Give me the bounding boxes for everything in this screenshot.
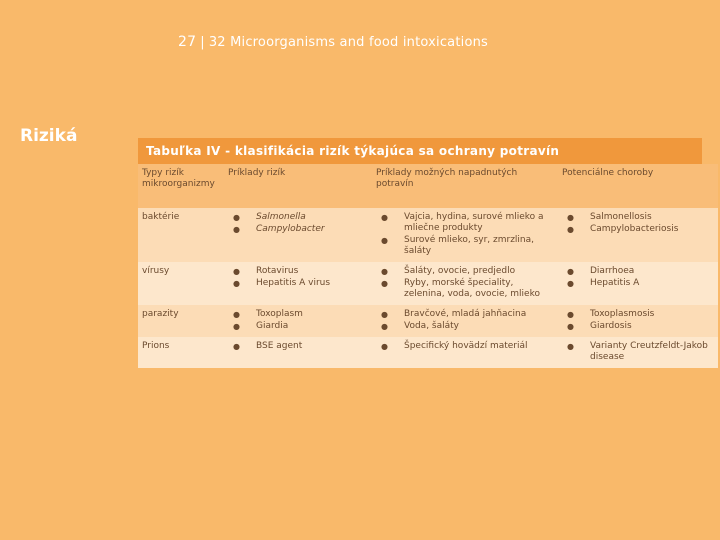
bullet-icon: ● bbox=[381, 342, 388, 351]
bullet-icon: ● bbox=[381, 236, 388, 245]
cell-foods bbox=[372, 262, 558, 305]
cell-examples bbox=[224, 262, 372, 305]
header-separator: | bbox=[200, 35, 205, 50]
table-row bbox=[138, 305, 718, 337]
header-cell-diseases: Potenciálne choroby bbox=[558, 164, 718, 208]
list-item: ● Hepatitis A bbox=[567, 278, 640, 288]
bullet-icon: ● bbox=[233, 322, 240, 331]
bullet-icon: ● bbox=[567, 322, 574, 331]
list-item: ● Ryby, morské špeciality, zelenina, voda, ovocie, mlieko bbox=[381, 278, 540, 299]
list-item: ● Toxoplasm bbox=[233, 309, 303, 319]
risk-table bbox=[138, 164, 718, 368]
cell-type: vírusy bbox=[138, 262, 224, 305]
bullet-icon: ● bbox=[233, 213, 240, 222]
list-item: ● Toxoplasmosis bbox=[567, 309, 655, 319]
bullet-icon: ● bbox=[233, 342, 240, 351]
cell-type: baktérie bbox=[138, 208, 224, 262]
bullet-icon: ● bbox=[233, 279, 240, 288]
cell-foods bbox=[372, 208, 558, 262]
list-item: ● Surové mlieko, syr, zmrzlina, šaláty bbox=[381, 235, 535, 256]
bullet-icon: ● bbox=[567, 279, 574, 288]
bullet-icon: ● bbox=[567, 267, 574, 276]
table-header-row bbox=[138, 164, 718, 208]
risk-table-container bbox=[138, 138, 708, 368]
header-title: 32 Microorganisms and food intoxications bbox=[208, 35, 489, 50]
table-row bbox=[138, 337, 718, 368]
table-row bbox=[138, 208, 718, 262]
header-cell-examples: Príklady rizík bbox=[224, 164, 372, 208]
table-title: Tabuľka IV - klasifikácia rizík týkajúca sa ochrany potravín bbox=[138, 138, 702, 164]
bullet-icon: ● bbox=[567, 213, 574, 222]
cell-examples bbox=[224, 337, 372, 368]
list-item: ● Salmonellosis bbox=[567, 212, 652, 222]
cell-type: Prions bbox=[138, 337, 224, 368]
bullet-icon: ● bbox=[567, 342, 574, 351]
list-item: ● BSE agent bbox=[233, 341, 303, 351]
bullet-icon: ● bbox=[381, 310, 388, 319]
list-item: ● Varianty Creutzfeldt-Jakob disease bbox=[567, 341, 708, 362]
cell-diseases bbox=[558, 262, 718, 305]
bullet-icon: ● bbox=[233, 225, 240, 234]
list-item: ● Špecifický hovädzí materiál bbox=[381, 341, 528, 351]
cell-examples bbox=[224, 208, 372, 262]
bullet-icon: ● bbox=[567, 225, 574, 234]
bullet-icon: ● bbox=[381, 267, 388, 276]
page-number: 27 bbox=[178, 34, 197, 50]
cell-diseases bbox=[558, 305, 718, 337]
list-item: ● Campylobacter bbox=[233, 224, 325, 234]
header-cell-foods: Príklady možných napadnutých potravín bbox=[372, 164, 558, 208]
list-item: ● Šaláty, ovocie, predjedlo bbox=[381, 266, 516, 276]
list-item: ● Salmonella bbox=[233, 212, 306, 222]
section-title: Riziká bbox=[20, 126, 78, 146]
cell-type: parazity bbox=[138, 305, 224, 337]
list-item: ● Campylobacteriosis bbox=[567, 224, 679, 234]
cell-diseases bbox=[558, 337, 718, 368]
bullet-icon: ● bbox=[381, 279, 388, 288]
bullet-icon: ● bbox=[381, 322, 388, 331]
list-item: ● Bravčové, mladá jahňacina bbox=[381, 309, 527, 319]
list-item: ● Rotavirus bbox=[233, 266, 299, 276]
list-item: ● Diarrhoea bbox=[567, 266, 635, 276]
cell-diseases bbox=[558, 208, 718, 262]
cell-foods bbox=[372, 305, 558, 337]
list-item: ● Giardia bbox=[233, 321, 289, 331]
bullet-icon: ● bbox=[233, 310, 240, 319]
list-item: ● Hepatitis A virus bbox=[233, 278, 331, 288]
list-item: ● Voda, šaláty bbox=[381, 321, 459, 331]
bullet-icon: ● bbox=[381, 213, 388, 222]
header-cell-type: Typy rizík mikroorganizmy bbox=[138, 164, 224, 208]
bullet-icon: ● bbox=[233, 267, 240, 276]
bullet-icon: ● bbox=[567, 310, 574, 319]
cell-foods bbox=[372, 337, 558, 368]
table-row bbox=[138, 262, 718, 305]
list-item: ● Giardosis bbox=[567, 321, 632, 331]
cell-examples bbox=[224, 305, 372, 337]
slide-header bbox=[178, 34, 488, 50]
list-item: ● Vajcia, hydina, surové mlieko a mliečne produkty bbox=[381, 212, 544, 233]
